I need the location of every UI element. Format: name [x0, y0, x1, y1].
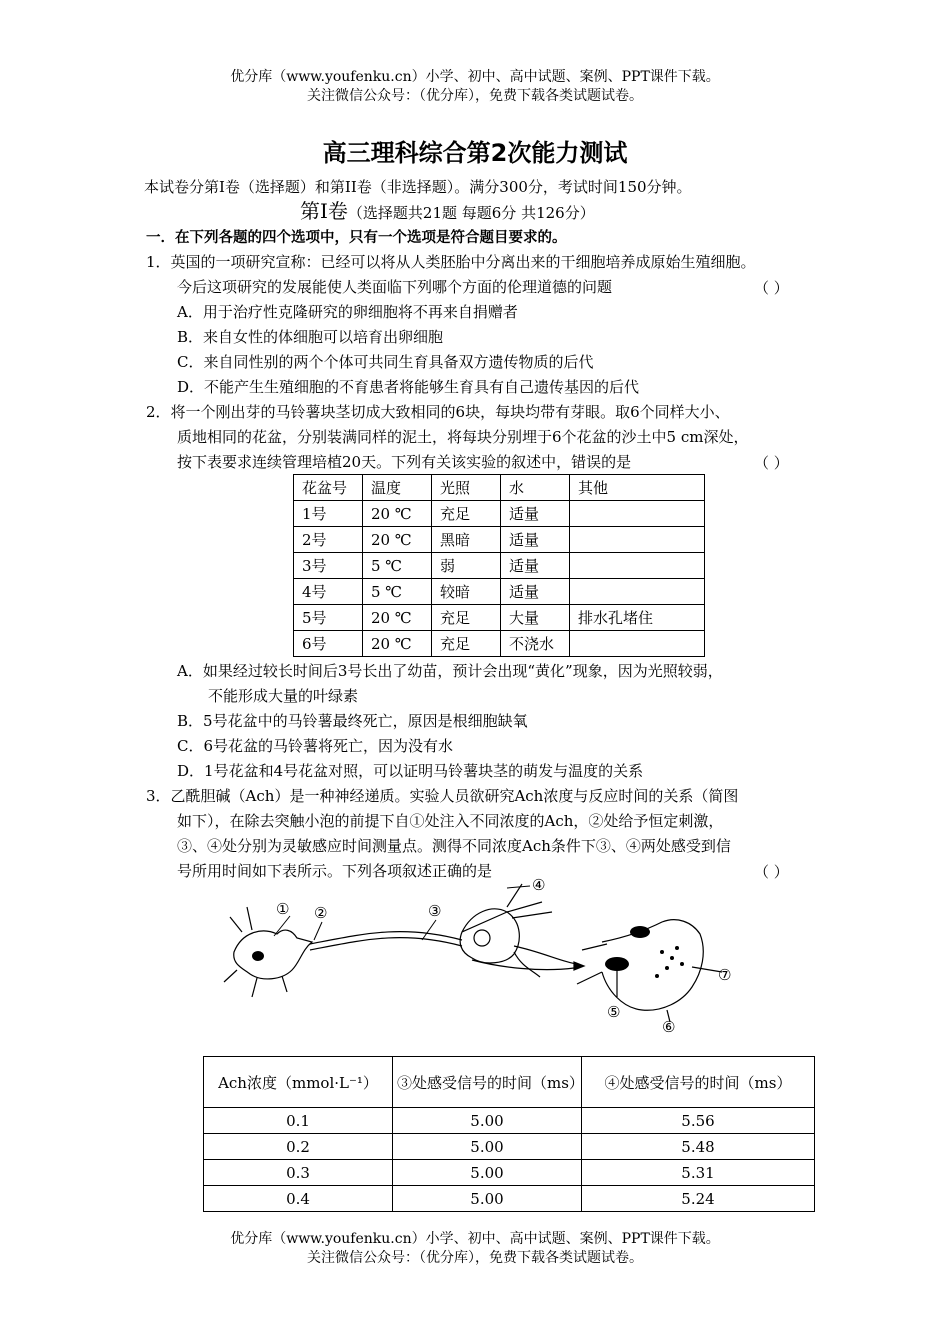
- q3-stem-4: 号所用时间如下表所示。下列各项叙述正确的是: [177, 862, 493, 880]
- table-row: [204, 1160, 815, 1186]
- table-header-cell: 温度: [363, 475, 432, 501]
- table-cell: 20 ℃: [363, 501, 432, 527]
- table-cell: 5.00: [393, 1108, 582, 1134]
- table-header-cell: 花盆号: [294, 475, 363, 501]
- q1-option-a: A．用于治疗性克隆研究的卵细胞将不再来自捐赠者: [177, 303, 518, 321]
- q3-stem-2: 如下），在除去突触小泡的前提下自①处注入不同浓度的Ach，②处给予恒定刺激，: [177, 812, 724, 830]
- table-row: [294, 527, 705, 553]
- section1-heading: 一．在下列各题的四个选项中，只有一个选项是符合题目要求的。: [146, 230, 567, 246]
- part1-note: （选择题共21题 每题6分 共126分）: [347, 204, 595, 222]
- table-cell: 适量: [501, 527, 570, 553]
- q3-stem-3: ③、④处分别为灵敏感应时间测量点。测得不同浓度Ach条件下③、④两处感受到信: [177, 837, 731, 855]
- diagram-label-3: ③: [428, 902, 442, 920]
- q1-option-b: B．来自女性的体细胞可以培育出卵细胞: [177, 328, 444, 346]
- table-cell: 20 ℃: [363, 527, 432, 553]
- table-cell: 5.00: [393, 1186, 582, 1212]
- table-row: [294, 553, 705, 579]
- header-line-1: 优分库（www.youfenku.cn）小学、初中、高中试题、案例、PPT课件下载。: [230, 69, 720, 85]
- q1-option-c: C．来自同性别的两个个体可共同生育具备双方遗传物质的后代: [177, 353, 594, 371]
- table-cell: [570, 501, 705, 527]
- q2-stem-1: 2．将一个刚出芽的马铃薯块茎切成大致相同的6块，每块均带有芽眼。取6个同样大小、: [146, 403, 730, 421]
- table-row: [294, 579, 705, 605]
- table-cell: 充足: [432, 631, 501, 657]
- diagram-label-1: ①: [276, 900, 290, 918]
- table-cell: 5.48: [582, 1134, 815, 1160]
- q2-option-c: C．6号花盆的马铃薯将死亡，因为没有水: [177, 737, 454, 755]
- table-cell: 0.3: [204, 1160, 393, 1186]
- table-cell: [570, 527, 705, 553]
- q3-table: [203, 1056, 815, 1212]
- table-row: [294, 631, 705, 657]
- diagram-label-5: ⑤: [607, 1003, 621, 1021]
- table-header-row: [204, 1057, 815, 1108]
- table-cell: 不浇水: [501, 631, 570, 657]
- table-cell: 4号: [294, 579, 363, 605]
- table-cell: 5号: [294, 605, 363, 631]
- table-row: [294, 605, 705, 631]
- table-cell: 2号: [294, 527, 363, 553]
- footer-line-2: 关注微信公众号：（优分库），免费下载各类试题试卷。: [307, 1250, 643, 1266]
- q2-stem-2: 质地相同的花盆，分别装满同样的泥土，将每块分别埋于6个花盆的沙土中5 cm深处，: [177, 428, 749, 446]
- table-header-cell: ③处感受信号的时间（ms）: [393, 1057, 582, 1108]
- table-cell: [570, 579, 705, 605]
- header-line-2: 关注微信公众号：（优分库），免费下载各类试题试卷。: [307, 88, 643, 104]
- q1-answer-bracket: （ ）: [754, 279, 789, 297]
- table-cell: 大量: [501, 605, 570, 631]
- table-header-cell: 其他: [570, 475, 705, 501]
- page-title: 高三理科综合第2次能力测试: [322, 139, 628, 167]
- table-cell: 0.1: [204, 1108, 393, 1134]
- table-cell: [570, 631, 705, 657]
- table-cell: 充足: [432, 605, 501, 631]
- q2-answer-bracket: （ ）: [754, 454, 789, 472]
- table-cell: 20 ℃: [363, 631, 432, 657]
- table-cell: 5.31: [582, 1160, 815, 1186]
- diagram-label-6: ⑥: [662, 1018, 676, 1036]
- table-header-cell: 水: [501, 475, 570, 501]
- q1-option-d: D．不能产生生殖细胞的不育患者将能够生育具有自己遗传基因的后代: [177, 378, 640, 396]
- diagram-label-7: ⑦: [718, 966, 732, 984]
- table-cell: [570, 553, 705, 579]
- q2-option-a-1: A．如果经过较长时间后3号长出了幼苗，预计会出现“黄化”现象，因为光照较弱，: [177, 662, 723, 680]
- table-row: [204, 1108, 815, 1134]
- diagram-label-2: ②: [314, 904, 328, 922]
- q2-option-a-2: 不能形成大量的叶绿素: [208, 687, 359, 705]
- q2-table: [293, 474, 705, 657]
- table-cell: 排水孔堵住: [570, 605, 705, 631]
- q1-stem-2: 今后这项研究的发展能使人类面临下列哪个方面的伦理道德的问题: [177, 278, 613, 296]
- q3-answer-bracket: （ ）: [754, 863, 789, 881]
- table-header-cell: 光照: [432, 475, 501, 501]
- table-cell: 适量: [501, 501, 570, 527]
- neuron-synapse-diagram: [222, 872, 742, 1037]
- part1-label: 第Ⅰ卷: [300, 199, 348, 223]
- table-row: [204, 1134, 815, 1160]
- table-cell: 充足: [432, 501, 501, 527]
- q2-stem-3: 按下表要求连续管理培植20天。下列有关该实验的叙述中，错误的是: [177, 453, 632, 471]
- table-cell: 5.56: [582, 1108, 815, 1134]
- q3-stem-1: 3．乙酰胆碱（Ach）是一种神经递质。实验人员欲研究Ach浓度与反应时间的关系（简图: [146, 787, 739, 805]
- q1-stem-1: 1．英国的一项研究宣称：已经可以将从人类胚胎中分离出来的干细胞培养成原始生殖细胞。: [146, 253, 756, 271]
- table-cell: 5.00: [393, 1160, 582, 1186]
- table-cell: 5.24: [582, 1186, 815, 1212]
- table-cell: 20 ℃: [363, 605, 432, 631]
- table-cell: 5 ℃: [363, 553, 432, 579]
- q2-option-b: B．5号花盆中的马铃薯最终死亡，原因是根细胞缺氧: [177, 712, 528, 730]
- table-cell: 3号: [294, 553, 363, 579]
- table-cell: 较暗: [432, 579, 501, 605]
- diagram-label-4: ④: [532, 876, 546, 894]
- table-header-cell: Ach浓度（mmol·L⁻¹）: [204, 1057, 393, 1108]
- table-cell: 适量: [501, 553, 570, 579]
- part1-heading: [300, 201, 595, 223]
- table-header-row: [294, 475, 705, 501]
- table-header-cell: ④处感受信号的时间（ms）: [582, 1057, 815, 1108]
- table-cell: 弱: [432, 553, 501, 579]
- table-cell: 0.4: [204, 1186, 393, 1212]
- table-row: [294, 501, 705, 527]
- table-row: [204, 1186, 815, 1212]
- table-cell: 6号: [294, 631, 363, 657]
- table-cell: 1号: [294, 501, 363, 527]
- intro: 本试卷分第I卷（选择题）和第II卷（非选择题）。满分300分，考试时间150分钟。: [144, 178, 692, 196]
- table-cell: 5 ℃: [363, 579, 432, 605]
- table-cell: 5.00: [393, 1134, 582, 1160]
- table-cell: 0.2: [204, 1134, 393, 1160]
- footer-line-1: 优分库（www.youfenku.cn）小学、初中、高中试题、案例、PPT课件下载。: [230, 1231, 720, 1247]
- table-cell: 适量: [501, 579, 570, 605]
- q2-option-d: D．1号花盆和4号花盆对照，可以证明马铃薯块茎的萌发与温度的关系: [177, 762, 644, 780]
- table-cell: 黑暗: [432, 527, 501, 553]
